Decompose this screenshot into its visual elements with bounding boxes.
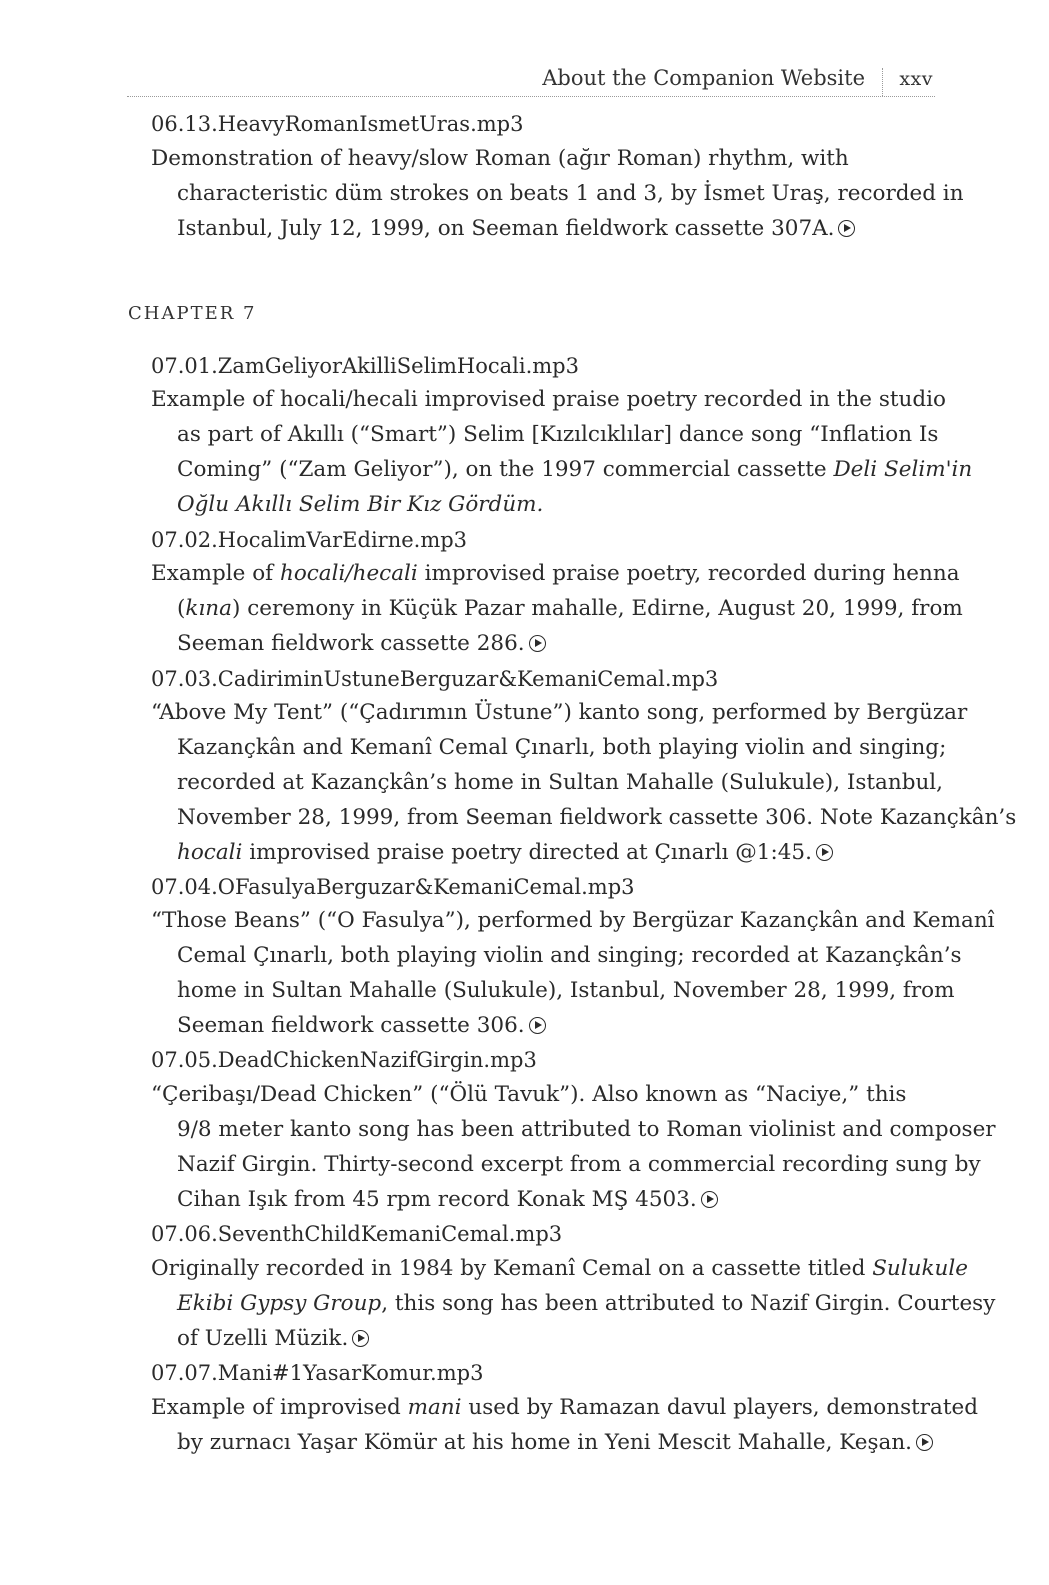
term-italic: hocali/hecali — [279, 561, 418, 586]
entry-description-line: 9/8 meter kanto song has been attributed to Roman violinist and composer — [177, 1117, 996, 1142]
running-head-divider — [882, 68, 883, 96]
entry-description-text: Example of — [151, 561, 280, 586]
entry-filename[interactable]: 06.13.HeavyRomanIsmetUras.mp3 — [151, 112, 524, 136]
entry-description-text: Originally recorded in 1984 by Kemanî Cemal on a cassette titled — [151, 1256, 873, 1281]
entry-description-line: Nazif Girgin. Thirty-second excerpt from a commercial recording sung by — [177, 1152, 981, 1177]
entry-description-line — [177, 1291, 995, 1316]
entry-description-line — [177, 840, 833, 865]
entry-description-text: Istanbul, July 12, 1999, on Seeman fieldwork cassette 307A. — [177, 216, 835, 241]
entry-description-line — [177, 216, 855, 241]
entry-description-line: Demonstration of heavy/slow Roman (ağır Roman) rhythm, with — [151, 146, 849, 171]
entry-description-line: “Çeribaşı/Dead Chicken” (“Ölü Tavuk”). Also known as “Naciye,” this — [151, 1082, 907, 1107]
running-head — [127, 62, 935, 97]
page-number: xxv — [899, 68, 933, 90]
entry-description-line — [177, 1187, 718, 1212]
album-title-italic: Deli Selim'in — [833, 457, 973, 482]
entry-description-line — [177, 1013, 546, 1038]
entry-description-line — [177, 492, 543, 517]
entry-description-text: , this song has been attributed to Nazif Girgin. Courtesy — [381, 1291, 996, 1316]
album-title-italic: Oğlu Akıllı Selim Bir Kız Gördüm. — [177, 492, 544, 517]
entry-description-text: Seeman fieldwork cassette 306. — [177, 1013, 525, 1038]
entry-description-line — [151, 561, 960, 586]
play-circle-icon[interactable] — [529, 1017, 546, 1034]
entry-description-text: Seeman fieldwork cassette 286. — [177, 631, 525, 656]
entry-description-line: Kazançkân and Kemanî Cemal Çınarlı, both playing violin and singing; — [177, 735, 947, 760]
entry-description-line — [177, 596, 963, 621]
term-italic: hocali — [177, 840, 243, 865]
running-title: About the Companion Website — [542, 66, 865, 90]
entry-filename[interactable]: 07.04.OFasulyaBerguzar&KemaniCemal.mp3 — [151, 875, 635, 899]
entry-description-line: Cemal Çınarlı, both playing violin and singing; recorded at Kazançkân’s — [177, 943, 962, 968]
term-italic: mani — [407, 1395, 462, 1420]
entry-description-line: recorded at Kazançkân’s home in Sultan Mahalle (Sulukule), Istanbul, — [177, 770, 944, 795]
play-circle-icon[interactable] — [701, 1191, 718, 1208]
chapter-heading: CHAPTER 7 — [128, 303, 257, 324]
entry-description-line: “Above My Tent” (“Çadırımın Üstune”) kanto song, performed by Bergüzar — [151, 700, 968, 725]
play-circle-icon[interactable] — [352, 1330, 369, 1347]
entry-description-text: Coming” (“Zam Geliyor”), on the 1997 commercial cassette — [177, 457, 834, 482]
entry-description-line — [151, 1395, 978, 1420]
entry-filename[interactable]: 07.03.CadiriminUstuneBerguzar&KemaniCemal.mp3 — [151, 667, 719, 691]
play-circle-icon[interactable] — [838, 220, 855, 237]
entry-description-line: as part of Akıllı (“Smart”) Selim [Kızılcıklılar] dance song “Inflation Is — [177, 422, 939, 447]
album-title-italic: Ekibi Gypsy Group — [177, 1291, 382, 1316]
entry-description-text: Example of improvised — [151, 1395, 408, 1420]
entry-description-line: home in Sultan Mahalle (Sulukule), Istanbul, November 28, 1999, from — [177, 978, 955, 1003]
play-circle-icon[interactable] — [916, 1434, 933, 1451]
entry-filename[interactable]: 07.01.ZamGeliyorAkilliSelimHocali.mp3 — [151, 354, 579, 378]
entry-description-text: ( — [177, 596, 186, 621]
entry-description-line — [177, 457, 972, 482]
entry-description-line — [177, 631, 546, 656]
entry-filename[interactable]: 07.02.HocalimVarEdirne.mp3 — [151, 528, 468, 552]
term-italic: kına — [185, 596, 232, 621]
play-circle-icon[interactable] — [816, 844, 833, 861]
entry-description-line: Example of hocali/hecali improvised praise poetry recorded in the studio — [151, 387, 946, 412]
album-title-italic: Sulukule — [872, 1256, 968, 1281]
entry-description-line — [177, 1326, 369, 1351]
entry-description-line: November 28, 1999, from Seeman fieldwork cassette 306. Note Kazançkân’s — [177, 805, 1017, 830]
entry-description-text: improvised praise poetry directed at Çınarlı @1:45. — [242, 840, 812, 865]
entry-description-text: Cihan Işık from 45 rpm record Konak MŞ 4503. — [177, 1187, 697, 1212]
entry-description-line — [151, 1256, 968, 1281]
entry-description-text: used by Ramazan davul players, demonstrated — [461, 1395, 978, 1420]
entry-filename[interactable]: 07.05.DeadChickenNazifGirgin.mp3 — [151, 1048, 537, 1072]
entry-description-line: “Those Beans” (“O Fasulya”), performed by Bergüzar Kazançkân and Kemanî — [151, 908, 995, 933]
entry-filename[interactable]: 07.06.SeventhChildKemaniCemal.mp3 — [151, 1222, 563, 1246]
entry-description-text: improvised praise poetry, recorded during henna — [417, 561, 960, 586]
play-circle-icon[interactable] — [529, 635, 546, 652]
entry-description-text: ) ceremony in Küçük Pazar mahalle, Edirne, August 20, 1999, from — [231, 596, 963, 621]
entry-description-line: characteristic düm strokes on beats 1 and 3, by İsmet Uraş, recorded in — [177, 181, 964, 206]
entry-description-line — [177, 1430, 933, 1455]
entry-description-text: by zurnacı Yaşar Kömür at his home in Yeni Mescit Mahalle, Keşan. — [177, 1430, 913, 1455]
entry-description-text: of Uzelli Müzik. — [177, 1326, 349, 1351]
entry-filename[interactable]: 07.07.Mani#1YasarKomur.mp3 — [151, 1361, 484, 1385]
